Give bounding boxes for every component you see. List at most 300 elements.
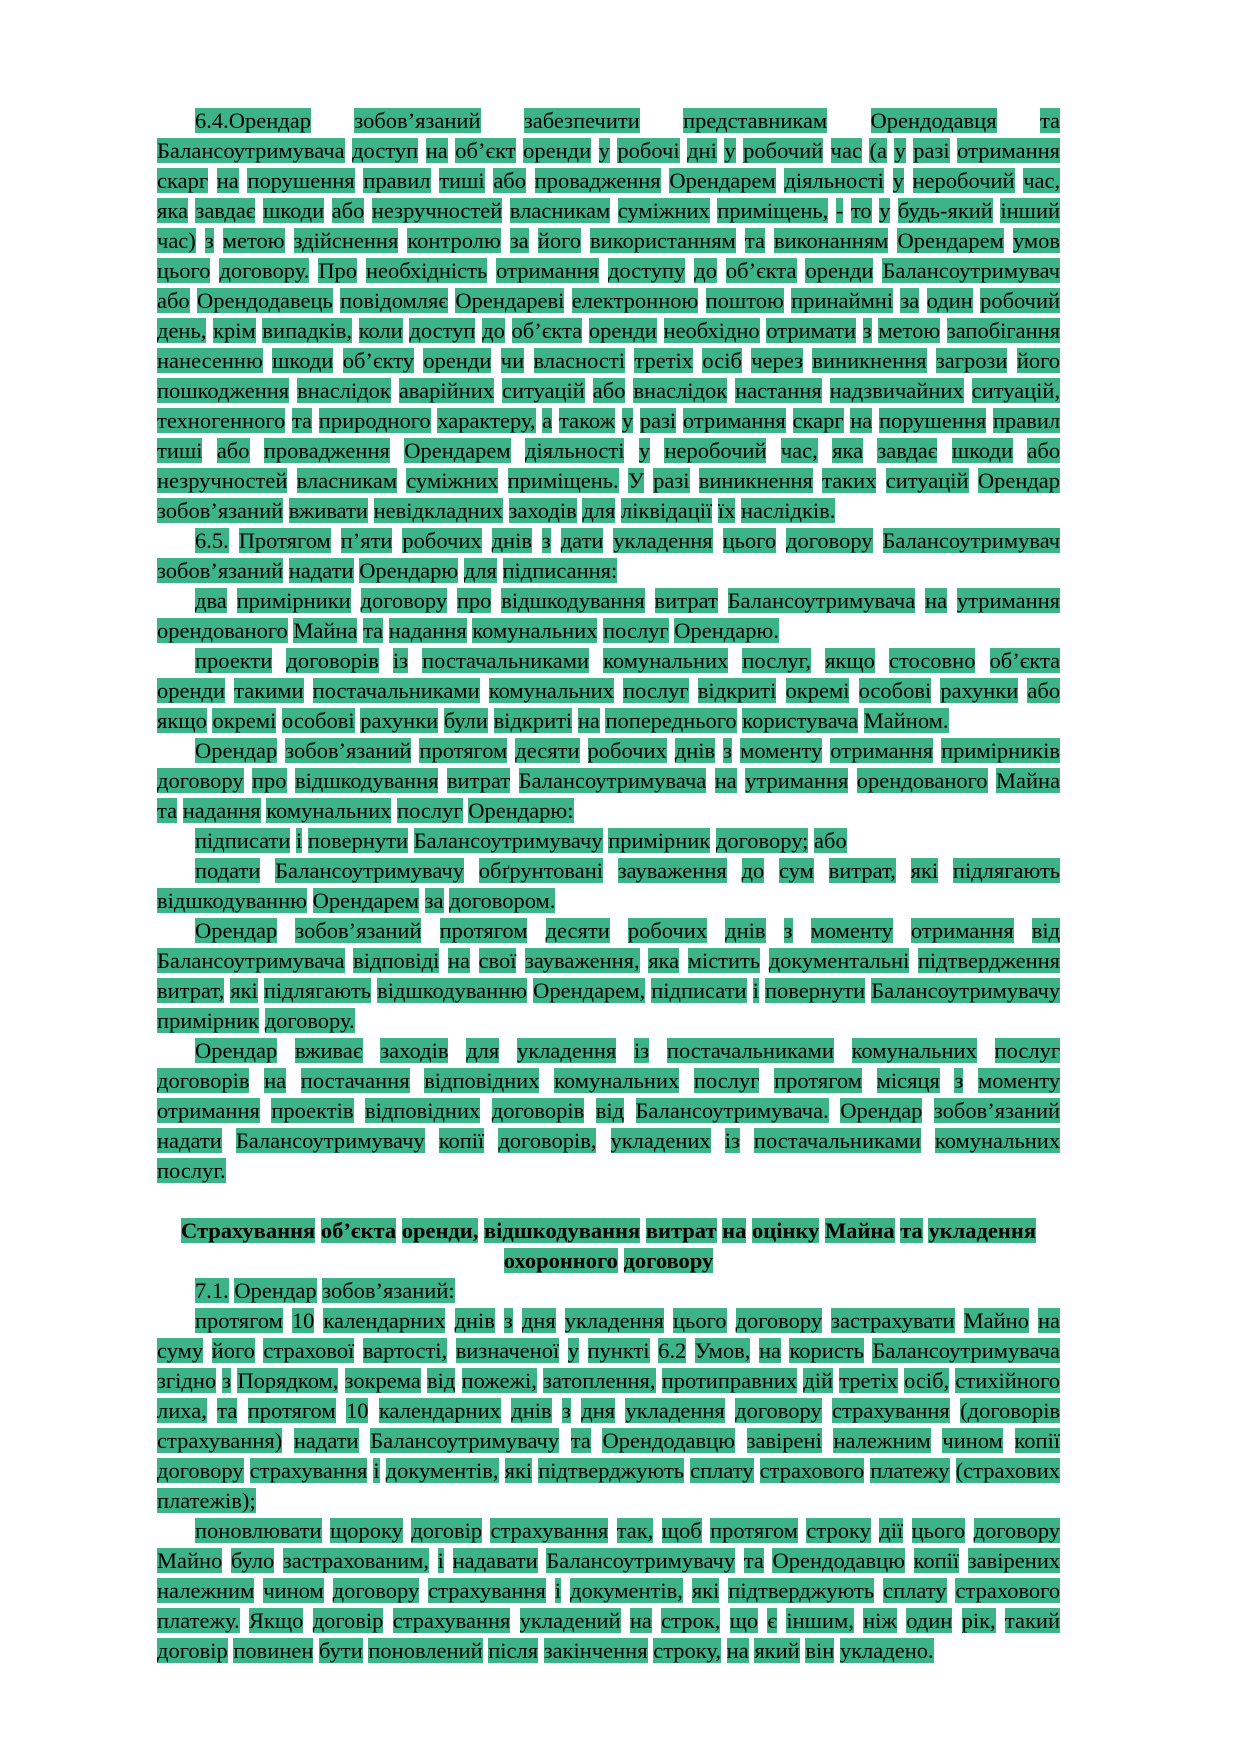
word: такий — [1004, 1608, 1060, 1633]
word: договорів, — [498, 1128, 597, 1153]
word: від — [1031, 918, 1061, 943]
word: постачальниками — [312, 678, 480, 703]
word: Орендодавець — [197, 288, 333, 313]
word: щоб — [661, 1518, 702, 1543]
word: орендованого — [157, 618, 288, 643]
word: Балансоутримувачу — [275, 858, 464, 883]
word: об’єкта — [989, 648, 1061, 673]
word: містить — [687, 948, 761, 973]
word: на — [850, 408, 873, 433]
word: відшкодування — [295, 768, 439, 793]
word: свої — [478, 948, 517, 973]
word: дії — [879, 1518, 904, 1543]
word: цього — [673, 1308, 727, 1333]
word: календарних — [323, 1308, 446, 1333]
word: Балансоутримувачу — [370, 1428, 560, 1453]
word: з — [783, 918, 793, 943]
paragraph — [157, 106, 1060, 526]
word: Орендарем — [404, 438, 511, 463]
word: страхування — [392, 1608, 511, 1633]
word: договору — [973, 1518, 1061, 1543]
word: відшкодування — [484, 1218, 641, 1243]
word: утримання — [745, 768, 849, 793]
word: через — [751, 348, 803, 373]
word: оренди — [423, 348, 492, 373]
word: використанням — [590, 228, 736, 253]
word: робочих — [587, 738, 667, 763]
word: отримати — [766, 318, 857, 343]
word: відшкодуванню — [377, 978, 528, 1003]
word: визначеної — [455, 1338, 560, 1363]
word: договір — [157, 1638, 228, 1663]
word: укладених — [610, 1128, 711, 1153]
word: власності — [533, 348, 625, 373]
word: наслідків. — [741, 498, 836, 523]
word: діяльності — [784, 168, 884, 193]
word: техногенного — [157, 408, 286, 433]
word: укладення — [564, 1308, 664, 1333]
word: з — [222, 1368, 232, 1393]
word: Орендарю. — [674, 618, 779, 643]
word: Балансоутримувачу — [413, 828, 603, 853]
word: від — [595, 1098, 625, 1123]
word: від — [427, 1368, 456, 1393]
word: - — [835, 198, 844, 223]
word: Балансоутримувача — [872, 1338, 1061, 1363]
word: його — [537, 228, 581, 253]
word: завдає — [195, 198, 256, 223]
word: загрози — [935, 348, 1008, 373]
word: є — [767, 1608, 778, 1633]
word: незручностей — [157, 468, 288, 493]
word: метою — [222, 228, 285, 253]
word: Балансоутримувача — [157, 138, 345, 163]
word: комунальних — [488, 678, 614, 703]
word: послуг — [623, 678, 689, 703]
word: постачальниками — [666, 1038, 834, 1063]
word: проектів — [271, 1098, 354, 1123]
word: відшкодуванню — [157, 888, 307, 913]
word: вживати — [288, 498, 368, 523]
word: та — [900, 1218, 923, 1243]
word: договір — [411, 1518, 483, 1543]
word: Майна — [824, 1218, 895, 1243]
word: чином — [942, 1428, 1003, 1453]
word: вживає — [294, 1038, 363, 1063]
word: Балансоутримувач — [882, 528, 1061, 553]
word: сум — [778, 858, 814, 883]
word: Майно — [157, 1548, 223, 1573]
word: примірник — [157, 1008, 260, 1033]
word: договору; — [715, 828, 809, 853]
word: Орендарю — [359, 558, 459, 583]
word: цього — [157, 258, 211, 283]
word: таких — [822, 468, 877, 493]
word: а — [542, 408, 553, 433]
word: Орендодавцю — [772, 1548, 905, 1573]
word: Балансоутримувача — [727, 588, 916, 613]
word: сплату — [690, 1458, 754, 1483]
word: і — [752, 978, 759, 1003]
word: Балансоутримувач — [882, 258, 1061, 283]
word: отримання — [910, 918, 1014, 943]
word: окремі — [785, 678, 850, 703]
word: поштою — [705, 288, 784, 313]
word: надати — [288, 558, 354, 583]
word: оренди, — [401, 1218, 479, 1243]
word: Орендарю: — [468, 798, 574, 823]
word: Орендар — [840, 1098, 923, 1123]
word: контролю — [407, 228, 501, 253]
word: завдає — [877, 438, 938, 463]
word: робочий — [980, 288, 1061, 313]
document-content — [157, 106, 1060, 1666]
word: завірені — [746, 1428, 822, 1453]
word: примірники — [236, 588, 351, 613]
word: 10 — [345, 1398, 369, 1423]
word: провадження — [534, 168, 661, 193]
word: правил — [363, 168, 431, 193]
word: підлягають — [263, 978, 372, 1003]
word: стихійного — [955, 1368, 1060, 1393]
word: днів — [511, 1398, 552, 1423]
word: незручностей — [371, 198, 503, 223]
word: примірників — [941, 738, 1061, 763]
word: відповідних — [364, 1098, 481, 1123]
word: на — [925, 588, 948, 613]
word: яка — [157, 198, 188, 223]
word: отримання — [682, 408, 786, 433]
word: особові — [282, 708, 355, 733]
word: копії — [913, 1548, 960, 1573]
word: два — [195, 588, 227, 613]
word: такими — [234, 678, 304, 703]
word: комунальних — [266, 798, 392, 823]
word: об’єкта — [725, 258, 797, 283]
word: з — [954, 1068, 964, 1093]
word: охоронного — [503, 1248, 618, 1273]
word: днів — [491, 528, 532, 553]
word: Протягом — [238, 528, 331, 553]
word: постачальниками — [422, 648, 590, 673]
word: після — [488, 1638, 539, 1663]
word: на — [447, 948, 470, 973]
word: Майна — [293, 618, 358, 643]
word: Страхування — [181, 1218, 316, 1243]
word: та — [217, 1398, 238, 1423]
word: відповідних — [424, 1068, 540, 1093]
word: на — [714, 768, 737, 793]
word: внаслідок — [297, 378, 391, 403]
word: користувача — [742, 708, 859, 733]
word: послуг — [994, 1038, 1061, 1063]
word: іншим, — [786, 1608, 854, 1633]
word: та — [1039, 108, 1061, 133]
word: отримання — [157, 1098, 260, 1123]
word: неробочий — [664, 438, 767, 463]
word: електронною — [571, 288, 699, 313]
word: витрат — [645, 1218, 717, 1243]
word: до — [741, 858, 765, 883]
word: 10 — [291, 1308, 315, 1333]
word: згідно — [157, 1368, 217, 1393]
word: днів — [725, 918, 766, 943]
word: у — [879, 198, 891, 223]
word: на — [1037, 1308, 1060, 1333]
word: п’яти — [340, 528, 393, 553]
word: ніж — [863, 1608, 897, 1633]
word: він — [805, 1638, 835, 1663]
word: Орендарем — [669, 168, 776, 193]
word: обґрунтовані — [478, 858, 603, 883]
word: час — [830, 138, 862, 163]
word: Умов, — [694, 1338, 751, 1363]
word: виникнення — [698, 468, 813, 493]
word: відкриті — [697, 678, 777, 703]
word: осіб, — [904, 1368, 950, 1393]
word: застрахувати — [831, 1308, 955, 1333]
word: його — [1016, 348, 1061, 373]
word: приміщень, — [717, 198, 829, 223]
word: страхування — [249, 1458, 368, 1483]
word: у — [724, 138, 736, 163]
word: протягом — [195, 1308, 283, 1333]
word: документів, — [570, 1578, 683, 1603]
word: протягом — [710, 1518, 798, 1543]
word: платежу. — [157, 1608, 240, 1633]
word: підтверджують — [728, 1578, 875, 1603]
word: страхування — [428, 1578, 546, 1603]
word: Орендареві — [455, 288, 565, 313]
paragraph — [157, 526, 1060, 586]
paragraph — [157, 826, 1060, 856]
word: здійснення — [293, 228, 399, 253]
word: зауваження, — [525, 948, 640, 973]
word: Балансоутримувача. — [635, 1098, 829, 1123]
word: час, — [780, 438, 818, 463]
word: необхідність — [366, 258, 488, 283]
word: Орендарем — [897, 228, 1004, 253]
word: доступу — [607, 258, 686, 283]
word: природного — [318, 408, 431, 433]
word: Орендодавцю — [602, 1428, 735, 1453]
word: суміжних — [406, 468, 499, 493]
word: Балансоутримувачу — [871, 978, 1061, 1003]
paragraph — [157, 1306, 1060, 1516]
word: чином — [263, 1578, 324, 1603]
word: місяця — [876, 1068, 940, 1093]
word: і — [437, 1548, 444, 1573]
word: Балансоутримувача — [157, 948, 345, 973]
word: підлягають — [952, 858, 1061, 883]
word: поновлений — [368, 1638, 483, 1663]
word: належним — [157, 1578, 255, 1603]
word: які — [504, 1458, 533, 1483]
word: лиха, — [157, 1398, 207, 1423]
word: суміжних — [617, 198, 710, 223]
word: договору — [157, 768, 244, 793]
word: послуг, — [742, 648, 811, 673]
word: відкриті — [493, 708, 573, 733]
word: десяти — [545, 918, 610, 943]
word: страхової — [263, 1338, 355, 1363]
word: договору — [332, 1578, 420, 1603]
word: про — [456, 588, 492, 613]
word: Майна — [996, 768, 1061, 793]
word: ліквідації — [620, 498, 713, 523]
word: з — [541, 528, 551, 553]
word: дня — [581, 1398, 616, 1423]
word: або — [216, 438, 250, 463]
word: послуг — [397, 798, 463, 823]
word: із — [392, 648, 409, 673]
word: на — [425, 138, 448, 163]
word: яка — [832, 438, 864, 463]
word: правил — [992, 408, 1061, 433]
word: страхування — [490, 1518, 609, 1543]
word: цього — [911, 1518, 966, 1543]
word: отримання — [830, 738, 934, 763]
word: виконанням — [774, 228, 889, 253]
word: щороку — [329, 1518, 403, 1543]
word: з — [503, 1308, 513, 1333]
word: платежів); — [157, 1488, 256, 1513]
word: послуг. — [157, 1158, 226, 1183]
word: його — [211, 1338, 255, 1363]
word: на — [216, 168, 239, 193]
word: за — [424, 888, 444, 913]
word: попереднього — [605, 708, 737, 733]
word: договору — [786, 528, 873, 553]
word: пошкодження — [157, 378, 290, 403]
word: 7.1. — [195, 1278, 229, 1303]
word: отримання — [957, 138, 1061, 163]
word: приміщень. — [507, 468, 619, 493]
word: забезпечити — [523, 108, 640, 133]
word: у — [567, 1338, 579, 1363]
word: крім — [213, 318, 256, 343]
word: копії — [1014, 1428, 1061, 1453]
word: оренди — [523, 138, 592, 163]
word: зобов’язаний — [285, 738, 412, 763]
word: послуг — [693, 1068, 760, 1093]
word: зобов’язаний — [157, 498, 284, 523]
word: Майно — [963, 1308, 1029, 1333]
word: Орендар — [195, 738, 278, 763]
word: повинен — [233, 1638, 314, 1663]
word: суму — [157, 1338, 204, 1363]
word: бути — [319, 1638, 363, 1663]
word: дати — [560, 528, 604, 553]
word: договору — [360, 588, 448, 613]
word: витрат — [446, 768, 511, 793]
word: днів — [454, 1308, 495, 1333]
word: які — [691, 1578, 720, 1603]
word: Балансоутримувачу — [235, 1128, 425, 1153]
word: разі — [639, 408, 677, 433]
word: разі — [913, 138, 950, 163]
word: якщо — [157, 708, 207, 733]
word: Орендар — [977, 468, 1061, 493]
word: 6.5. — [195, 528, 229, 553]
word: особові — [858, 678, 932, 703]
word: та — [570, 1428, 591, 1453]
word: тиші — [439, 168, 485, 193]
word: 6.2 — [658, 1338, 687, 1363]
word: з — [862, 318, 872, 343]
word: які — [910, 858, 939, 883]
word: поновлювати — [195, 1518, 322, 1543]
word: страхування) — [157, 1428, 283, 1453]
paragraph — [157, 1276, 1060, 1306]
word: будь-який — [897, 198, 993, 223]
word: час, — [1023, 168, 1061, 193]
word: повернути — [307, 828, 409, 853]
word: комунальних — [851, 1038, 977, 1063]
word: Орендодавця — [870, 108, 997, 133]
word: витрат — [654, 588, 718, 613]
word: так, — [616, 1518, 654, 1543]
word: на — [264, 1068, 287, 1093]
word: неробочий — [912, 168, 1015, 193]
word: необхідно — [663, 318, 760, 343]
word: ситуацій — [885, 468, 969, 493]
word: комунальних — [934, 1128, 1061, 1153]
word: надати — [157, 1128, 222, 1153]
word: день, — [157, 318, 207, 343]
word: строк, — [661, 1608, 721, 1633]
word: затоплення, — [543, 1368, 656, 1393]
word: та — [363, 618, 384, 643]
word: третіх — [634, 348, 694, 373]
word: отримання — [496, 258, 600, 283]
word: на — [577, 708, 600, 733]
word: комунальних — [554, 1068, 680, 1093]
word: платежу — [870, 1458, 950, 1483]
word: зобов’язаний — [295, 918, 422, 943]
word: зобов’язаний: — [322, 1278, 455, 1303]
word: (страхових — [955, 1458, 1060, 1483]
word: інший — [1000, 198, 1061, 223]
word: принаймні — [791, 288, 894, 313]
word: страхування — [832, 1398, 950, 1423]
word: протягом — [439, 918, 528, 943]
section-heading — [157, 1216, 1060, 1276]
word: протягом — [774, 1068, 862, 1093]
word: договорів — [157, 1068, 250, 1093]
word: укладений — [519, 1608, 621, 1633]
word: яка — [648, 948, 680, 973]
word: моменту — [810, 918, 893, 943]
word: договором. — [449, 888, 556, 913]
word: та — [743, 1548, 764, 1573]
word: укладення — [928, 1218, 1036, 1243]
word: календарних — [378, 1398, 501, 1423]
word: утримання — [956, 588, 1061, 613]
word: скарг — [157, 168, 209, 193]
word: або — [814, 828, 847, 853]
word: або — [493, 168, 526, 193]
paragraph — [157, 646, 1060, 736]
word: для — [466, 1038, 500, 1063]
word: укладення — [517, 1038, 617, 1063]
word: за — [900, 288, 920, 313]
word: строку, — [653, 1638, 722, 1663]
word: які — [230, 978, 258, 1003]
word: доступ — [352, 138, 419, 163]
word: заходів — [508, 498, 577, 523]
word: для — [582, 498, 616, 523]
